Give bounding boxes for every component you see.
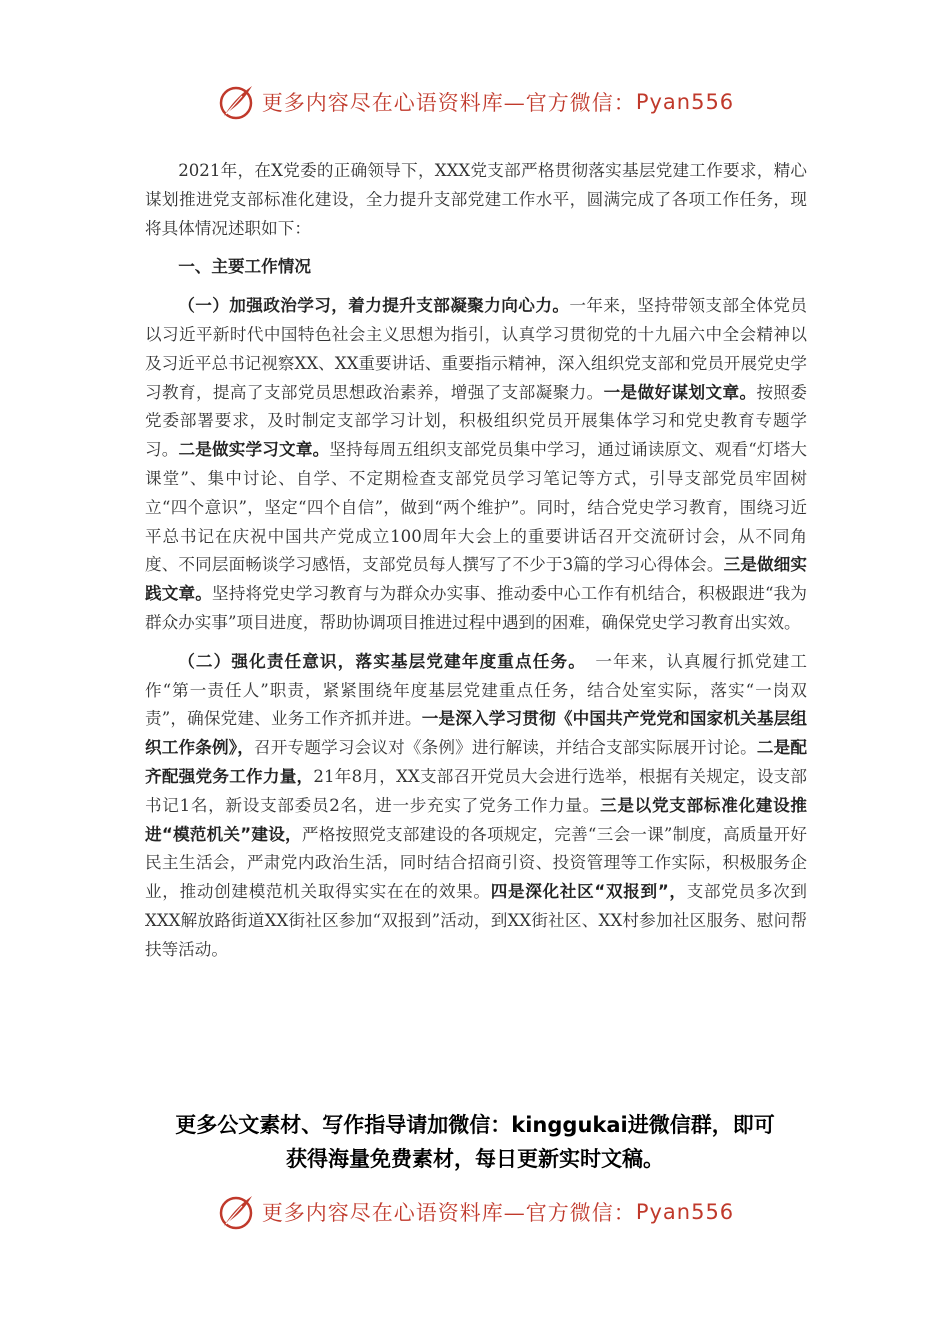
para1-bold-1: 一是做好谋划文章。	[603, 382, 757, 402]
section-heading-text: 一、主要工作情况	[178, 257, 311, 277]
intro-paragraph: 2021年，在X党委的正确领导下，XXX党支部严格贯彻落实基层党建工作要求，精心谋划推进党支部标准化建设，全力提升支部党建工作水平，圆满完成了各项工作任务，现将具体情况述职如下：	[145, 161, 807, 238]
para2-lead: （二）强化责任意识，落实基层党建年度重点任务。	[178, 651, 578, 671]
banner-wechat-id: Pyan556	[635, 1200, 735, 1224]
para2-bold-4: 四是深化社区“双报到”，	[490, 882, 687, 902]
para1-text-2: 按照委党委部署要求，及时制定支部学习计划，积极组织党员开展集体学习和党史教育专题学习。	[145, 382, 807, 460]
para1-text-3: 坚持每周五组织支部党员集中学习，通过诵读原文、观看“灯塔大课堂”、集中讨论、自学、不定期检查支部党员学习笔记等方式，引导支部党员牢固树立“四个意识”，坚定“四个自信”，做到“两个维护”。同时，结合党史学习教育，围绕习近平总书记在庆祝中国共产党成立100周年大会上的重要讲话召开交流研讨会，从不同角度、不同层面畅谈学习感悟，支部党员每人撰写了不少于3篇的学习心得体会。	[145, 440, 808, 575]
para2-text-5: 支部党员多次到XXX解放路街道XX街社区参加“双报到”活动，到XX街社区、XX村参加社区服务、慰问帮扶等活动。	[145, 882, 808, 959]
quill-pen-logo-icon	[216, 82, 256, 122]
para1-bold-2: 二是做实学习文章。	[178, 440, 330, 460]
document-body	[145, 157, 807, 965]
para2-text-3: 21年8月，XX支部召开党员大会进行选举，根据有关规定，设支部书记1名，新设支部委员2名，进一步充实了党务工作力量。	[145, 766, 807, 815]
promo-line-2: 获得海量免费素材，每日更新实时文稿。	[286, 1147, 664, 1171]
para1-text-1: 一年来，坚持带领支部全体党员以习近平新时代中国特色社会主义思想为指引，认真学习贯彻党的十九届六中全会精神以及习近平总书记视察XX、XX重要讲话、重要指示精神，深入组织党支部和党员开展党史学习教育，提高了支部党员思想政治素养，增强了支部凝聚力。	[145, 296, 808, 402]
footer-banner	[0, 1190, 950, 1234]
section-heading	[145, 253, 807, 282]
para2-bold-3: 三是以党支部标准化建设推进“模范机关”建设，	[145, 795, 807, 844]
para1-bold-3: 三是做细实践文章。	[145, 555, 808, 604]
para1-lead: （一）加强政治学习，着力提升支部凝聚力向心力。	[178, 296, 570, 316]
promo-line-1: 更多公文素材、写作指导请加微信：kinggukai进微信群，即可	[175, 1113, 775, 1137]
promo-notice	[0, 1108, 950, 1176]
header-banner	[0, 80, 950, 124]
quill-pen-logo-icon	[216, 1192, 256, 1232]
paragraph-political-study	[145, 292, 807, 638]
banner-wechat-id: Pyan556	[635, 90, 735, 114]
banner-text: 更多内容尽在心语资料库—官方微信：	[261, 91, 636, 115]
para2-text-1: 一年来，认真履行抓党建工作“第一责任人”职责，紧紧围绕年度基层党建重点任务，结合处室实际，落实“一岗双责”，确保党建、业务工作齐抓并进。	[145, 651, 807, 729]
para2-bold-1: 一是深入学习贯彻《中国共产党党和国家机关基层组织工作条例》，	[145, 709, 808, 758]
para2-bold-2: 二是配齐配强党务工作力量，	[145, 738, 808, 786]
para2-text-4: 严格按照党支部建设的各项规定，完善“三会一课”制度，高质量开好民主生活会，严肃党内政治生活，同时结合招商引资、投资管理等工作实际，积极服务企业，推动创建模范机关取得实实在在的效果。	[145, 824, 807, 902]
para2-text-2: 召开专题学习会议对《条例》进行解读，并结合支部实际展开讨论。	[254, 738, 757, 758]
para1-text-4: 坚持将党史学习教育与为群众办实事、推动委中心工作有机结合，积极跟进“我为群众办实事”项目进度，帮助协调项目推进过程中遇到的困难，确保党史学习教育出实效。	[145, 584, 808, 632]
paragraph-responsibility	[145, 648, 807, 965]
banner-text: 更多内容尽在心语资料库—官方微信：	[261, 1201, 636, 1225]
